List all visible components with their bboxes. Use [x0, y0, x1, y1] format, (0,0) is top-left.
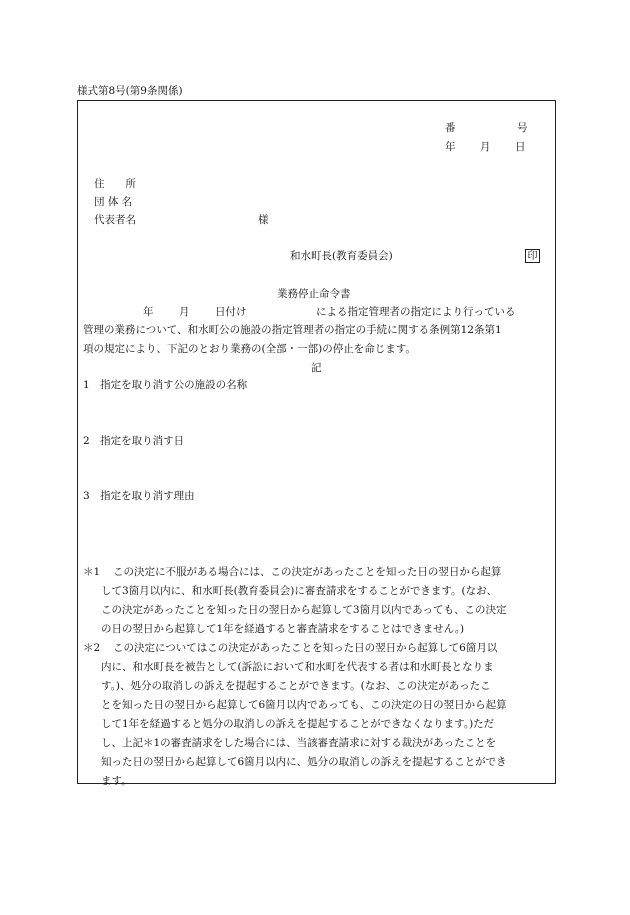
ki-heading: 記	[311, 362, 322, 374]
note-line: して3箇月以内に、和水町長(教育委員会)に審査請求をすることができます。(なお、	[101, 585, 498, 597]
body-date-suffix: 日付け	[215, 306, 247, 318]
issuer-name: 和水町長(教育委員会)	[290, 250, 393, 262]
number-suffix: 号	[517, 122, 528, 134]
date-month-label: 月	[480, 141, 491, 153]
honorific: 様	[258, 214, 269, 226]
body-line-1: による指定管理者の指定により行っている	[316, 306, 516, 318]
date-year-label: 年	[445, 141, 456, 153]
body-line-3: 項の規定により、下記のとおり業務の(全部・一部)の停止を命じます。	[83, 343, 416, 355]
document-title: 業務停止命令書	[277, 288, 351, 300]
note-mark: ＊1	[83, 566, 101, 578]
form-label: 様式第8号(第9条関係)	[77, 85, 183, 97]
note-line: の日の翌日から起算して1年を経過すると審査請求をすることはできません。)	[101, 623, 465, 635]
note-line: して1年を経過すると処分の取消しの訴えを提起することができなくなります。)ただ	[101, 718, 495, 730]
item-revocation-reason: 3 指定を取り消す理由	[83, 490, 195, 502]
date-day-label: 日	[515, 141, 526, 153]
item-facility-name: 1 指定を取り消す公の施設の名称	[83, 379, 248, 391]
note-line: す。)、処分の取消しの訴えを提起することができます。(なお、この決定があったこ	[101, 680, 491, 692]
note-line: とを知った日の翌日から起算して6箇月以内であっても、この決定の日の翌日から起算	[101, 699, 507, 711]
item-revocation-date: 2 指定を取り消す日	[83, 435, 185, 447]
note-line: この決定についてはこの決定があったことを知った日の翌日から起算して6箇月以	[113, 642, 498, 654]
note-mark: ＊2	[83, 642, 101, 654]
note-line: 内に、和水町長を被告として(訴訟において和水町を代表する者は和水町長となりま	[101, 661, 494, 673]
body-line-2: 管理の業務について、和水町公の施設の指定管理者の指定の手続に関する条例第12条第1	[83, 324, 502, 336]
body-month: 月	[179, 306, 190, 318]
organization-label: 団 体 名	[94, 196, 133, 208]
representative-label: 代表者名	[94, 214, 136, 226]
address-label: 住 所	[94, 178, 136, 190]
note-line: 知った日の翌日から起算して6箇月以内に、処分の取消しの訴えを提起することができ	[101, 756, 507, 768]
note-line: この決定があったことを知った日の翌日から起算して3箇月以内であっても、この決定	[101, 604, 507, 616]
note-line: この決定に不服がある場合には、この決定があったことを知った日の翌日から起算	[113, 566, 502, 578]
body-year: 年	[143, 306, 154, 318]
seal-stamp: 印	[525, 249, 540, 263]
note-line: ます。	[101, 775, 132, 787]
number-label: 番	[445, 122, 456, 134]
note-line: し、上記＊1の審査請求をした場合には、当該審査請求に対する裁決があったことを	[101, 737, 497, 749]
